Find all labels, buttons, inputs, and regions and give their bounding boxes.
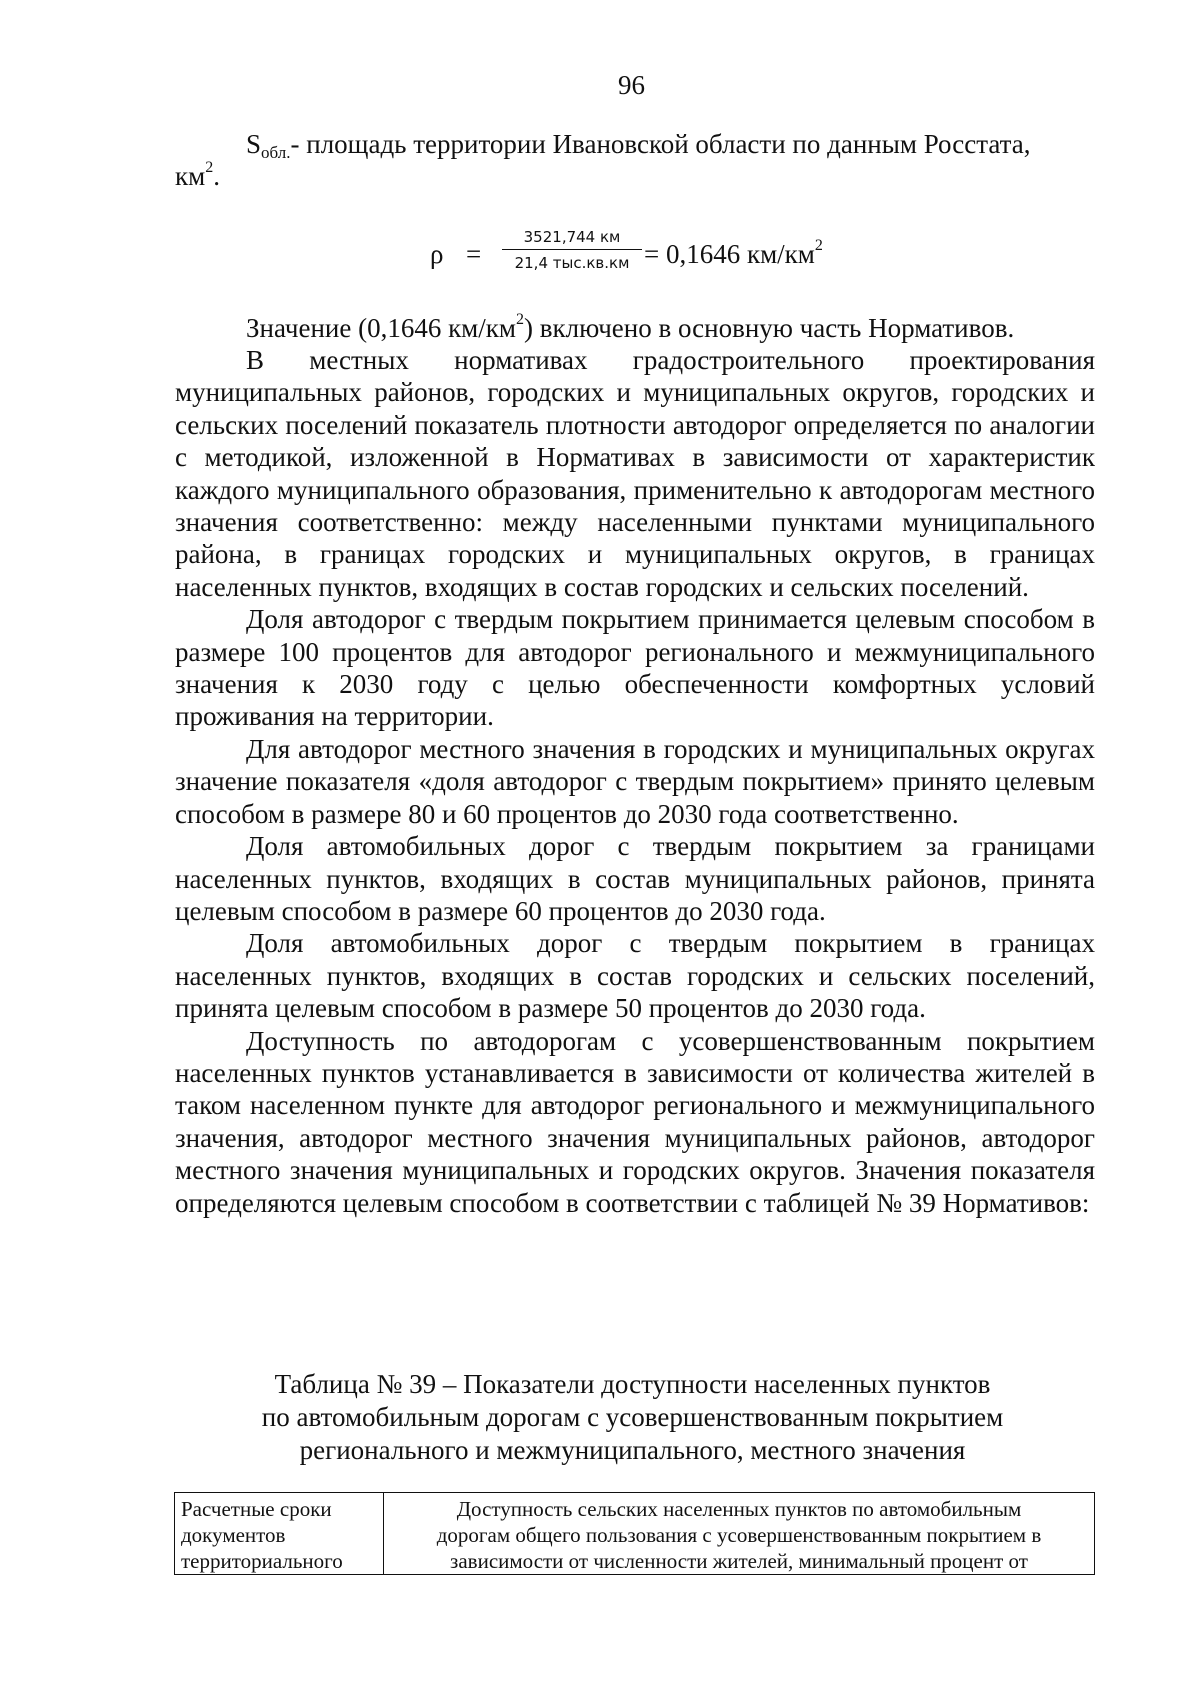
definition-text: - площадь территории Ивановской области по данным Росстата, [290, 129, 1031, 159]
value-exponent: 2 [515, 311, 524, 328]
formula-equals: = [466, 239, 482, 269]
formula-rho: ρ [430, 239, 444, 269]
formula-result-exponent: 2 [814, 237, 823, 254]
paragraph: Доля автомобильных дорог с твердым покрытием за границами населенных пунктов, входящих в состав муниципальных районов, принята целевым способом в размере 60 процентов до 2030 года. [175, 831, 1095, 926]
formula-numerator: 3521,744 км [502, 228, 642, 250]
paragraph: Доля автомобильных дорог с твердым покрытием в границах населенных пунктов, входящих в состав городских и сельских поселений, принята целевым способом в размере 50 процентов до 2030 года. [175, 928, 1095, 1024]
table-39 [174, 1492, 1095, 1575]
paragraph: В местных нормативах градостроительного проектирования муниципальных районов, городских и муниципальных округов, городских и сельских поселений показатель плотности автодорог определяется по аналогии с методикой, изложенной в Нормативах в зависимости от характеристик каждого муниципального образования, применительно к автодорогам местного значения соответственно: между населенными пунктами муниципального района, в границах городских и муниципальных округов, в границах населенных пунктов, входящих в состав городских и сельских поселений. [175, 345, 1095, 602]
body-text [175, 344, 1095, 1219]
page-number: 96 [618, 70, 645, 100]
unit-exponent: 2 [205, 159, 214, 177]
formula-denominator: 21,4 тыс.кв.км [514, 254, 630, 272]
definition-line [175, 128, 1095, 160]
header-cell-accessibility: Доступность сельских населенных пунктов по автомобильным дорогам общего пользования с усовершенствованным покрытием в зависимости от численности жителей, минимальный процент от [384, 1493, 1095, 1575]
caption-line: регионального и межмуниципального, местного значения [299, 1435, 966, 1465]
header-cell-terms: Расчетные сроки документов территориального [175, 1493, 384, 1575]
area-symbol-subscript: обл. [261, 143, 291, 162]
paragraph: Для автодорог местного значения в городских и муниципальных округах значение показателя «доля автодорог с твердым покрытием» принято целевым способом в размере 80 и 60 процентов до 2030 года соответственно. [175, 733, 1095, 829]
definition-unit: $км^2$. [175, 159, 220, 192]
caption-line: Таблица № 39 – Показатели доступности населенных пунктов [274, 1369, 991, 1399]
value-statement: Значение (0,1646 $км/км^2$) включено в основную часть Нормативов. [246, 311, 1015, 343]
area-symbol: S [246, 129, 262, 159]
paragraph: Доля автодорог с твердым покрытием принимается целевым способом в размере 100 процентов для автодорог регионального и межмуниципального значения к 2030 году с целью обеспеченности комфортных условий проживания на территории. [175, 604, 1095, 732]
caption-line: по автомобильным дорогам с усовершенствованным покрытием [261, 1402, 1004, 1432]
paragraph: Доступность по автодорогам с усовершенствованным покрытием населенных пунктов устанавливается в зависимости от количества жителей в таком населенном пункте для автодорог регионального и межмуниципального значения, автодорог местного значения муниципальных районов, автодорог местного значения муниципальных и городских округов. Значения показателя определяются целевым способом в соответствии с таблицей № 39 Нормативов: [175, 1025, 1095, 1218]
formula-fraction [502, 228, 642, 272]
table-header-row [175, 1493, 1095, 1575]
formula-result: = 0,1646 $км/км^2$ [644, 237, 823, 269]
table-caption [175, 1368, 1090, 1467]
definition-paragraph [175, 128, 1095, 193]
